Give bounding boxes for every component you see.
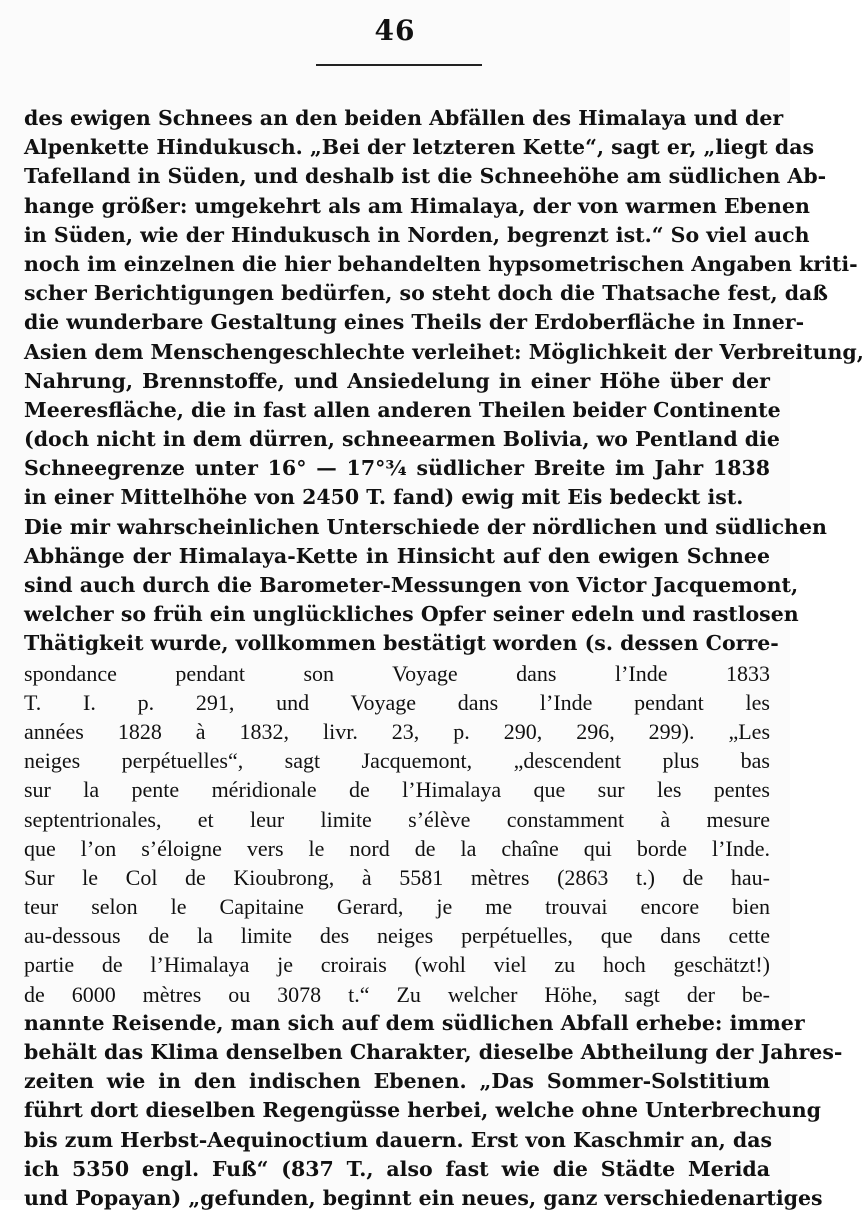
- text-line: années 1828 à 1832, livr. 23, p. 290, 296, 299). „Les: [24, 718, 770, 744]
- text-line: bis zum Herbst-Aequinoctium dauern. Erst von Kaschmir an, das: [24, 1127, 773, 1152]
- text-line: Meeresfläche, die in fast allen anderen Theilen beider Continente: [24, 397, 781, 422]
- text-line: neiges perpétuelles“, sagt Jacquemont, „descendent plus bas: [24, 748, 770, 774]
- text-line: Nahrung, Brennstoffe, und Ansiedelung in einer Höhe über der: [24, 368, 770, 393]
- body-text: [24, 104, 864, 1213]
- text-line: au-dessous de la limite des neiges perpétuelles, que dans cette: [24, 923, 770, 949]
- text-line: Abhänge der Himalaya-Kette in Hinsicht auf den ewigen Schnee: [24, 543, 770, 568]
- text-line: behält das Klima denselben Charakter, dieselbe Abtheilung der Jahres-: [24, 1040, 843, 1064]
- text-line: T. I. p. 291, und Voyage dans l’Inde pendant les: [24, 689, 770, 715]
- text-line: de 6000 mètres ou 3078 t.“ Zu welcher Höhe, sagt der be-: [24, 981, 770, 1007]
- text-line: nannte Reisende, man sich auf dem südlichen Abfall erhebe: immer: [24, 1010, 805, 1035]
- page-number: 46: [374, 14, 416, 47]
- text-line: in Süden, wie der Hindukusch in Norden, begrenzt ist.“ So viel auch: [24, 222, 810, 247]
- text-line: Sur le Col de Kioubrong, à 5581 mètres (2863 t.) de hau-: [24, 864, 770, 890]
- text-line: noch im einzelnen die hier behandelten hypsometrischen Angaben kriti-: [24, 251, 858, 276]
- text-line: sur la pente méridionale de l’Himalaya que sur les pentes: [24, 777, 770, 803]
- text-line: die wunderbare Gestaltung eines Theils der Erdoberfläche in Inner-: [24, 310, 805, 335]
- text-line: teur selon le Capitaine Gerard, je me trouvai encore bien: [24, 894, 770, 920]
- text-line: scher Berichtigungen bedürfen, so steht doch die Thatsache fest, daß: [24, 281, 828, 306]
- text-line: sind auch durch die Barometer-Messungen von Victor Jacquemont,: [24, 573, 799, 597]
- text-line: und Popayan) „gefunden, beginnt ein neues, ganz verschiedenartiges: [24, 1185, 823, 1210]
- header-rule: [316, 64, 482, 66]
- text-line: Die mir wahrscheinlichen Unterschiede der nördlichen und südlichen: [24, 514, 827, 539]
- text-line: Alpenkette Hindukusch. „Bei der letzteren Kette“, sagt er, „liegt das: [24, 135, 815, 160]
- text-line: welcher so früh ein unglückliches Opfer seiner edeln und rastlosen: [24, 602, 799, 627]
- text-line: Tafelland in Süden, und deshalb ist die Schneehöhe am südlichen Ab-: [24, 164, 827, 189]
- text-line: que l’on s’éloigne vers le nord de la chaîne qui borde l’Inde.: [24, 835, 770, 861]
- text-line: Asien dem Menschengeschlechte verleihet: Möglichkeit der Verbreitung,: [24, 339, 864, 364]
- text-line: in einer Mittelhöhe von 2450 T. fand) ewig mit Eis bedeckt ist.: [24, 485, 744, 510]
- text-line: des ewigen Schnees an den beiden Abfällen des Himalaya und der: [24, 106, 784, 130]
- text-line: hange größer: umgekehrt als am Himalaya, der von warmen Ebenen: [24, 193, 810, 218]
- text-line: spondance pendant son Voyage dans l’Inde 1833: [24, 660, 770, 686]
- text-line: zeiten wie in den indischen Ebenen. „Das Sommer-Solstitium: [24, 1069, 770, 1094]
- text-line: Schneegrenze unter 16° — 17°¾ südlicher Breite im Jahr 1838: [24, 456, 770, 481]
- text-line: septentrionales, et leur limite s’élève constamment à mesure: [24, 806, 770, 832]
- text-line: führt dort dieselben Regengüsse herbei, welche ohne Unterbrechung: [24, 1098, 821, 1123]
- text-line: (doch nicht in dem dürren, schneearmen Bolivia, wo Pentland die: [24, 427, 780, 452]
- text-line: Thätigkeit wurde, vollkommen bestätigt worden (s. dessen Corre-: [24, 631, 779, 656]
- text-line: partie de l’Himalaya je croirais (wohl viel zu hoch geschätzt!): [24, 952, 770, 978]
- text-line: ich 5350 engl. Fuß“ (837 T., also fast wie die Städte Merida: [24, 1156, 770, 1181]
